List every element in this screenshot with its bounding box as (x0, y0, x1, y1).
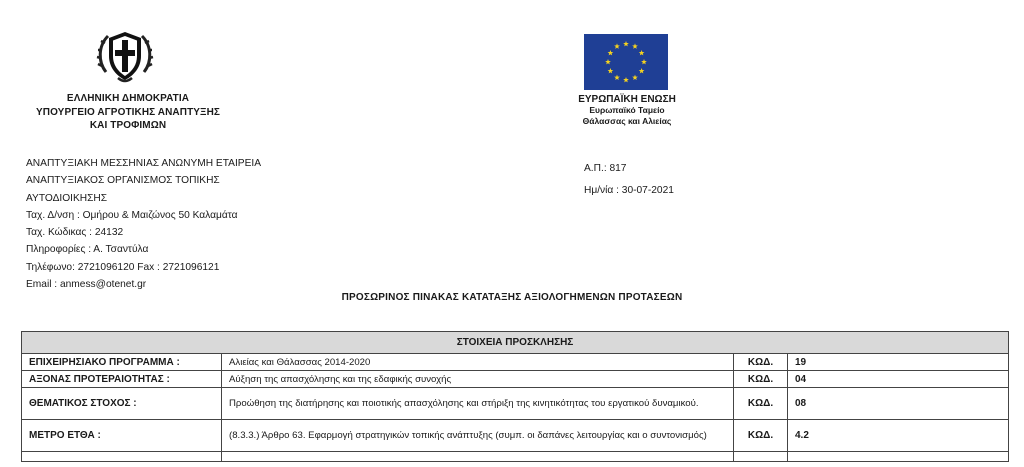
sender-email: Email : anmess@otenet.gr (26, 279, 147, 291)
greek-republic-emblem-icon (96, 26, 154, 86)
sender-line: ΑΝΑΠΤΥΞΙΑΚΗ ΜΕΣΣΗΝΙΑΣ ΑΝΩΝΥΜΗ ΕΤΑΙΡΕΙΑ (26, 158, 262, 169)
ministry-header-line: ΕΛΛΗΝΙΚΗ ΔΗΜΟΚΡΑΤΙΑ (66, 93, 190, 104)
code-label: ΚΩΔ. (734, 354, 788, 371)
table-row (22, 371, 1009, 388)
row-label: ΜΕΤΡΟ ΕΤΘΑ : (22, 420, 222, 452)
protocol-number: Α.Π.: 817 (584, 163, 627, 174)
row-value: Αύξηση της απασχόλησης και της εδαφικής συνοχής (222, 371, 734, 388)
table-row (22, 354, 1009, 371)
row-code: 08 (788, 388, 1009, 420)
protocol-date: Ημ/νία : 30-07-2021 (584, 185, 674, 196)
table-row (22, 420, 1009, 452)
row-value: Προώθηση της διατήρησης και ποιοτικής απασχόλησης και στήριξη της κινητικότητας του εργατικού δυναμικού. (222, 388, 734, 420)
row-value: (8.3.3.) Άρθρο 63. Εφαρμογή στρατηγικών τοπικής ανάπτυξης (συμπ. οι δαπάνες λειτουργίας και ο συντονισμός) (222, 420, 734, 452)
ministry-header (22, 92, 234, 133)
code-label: ΚΩΔ. (734, 420, 788, 452)
row-code: 04 (788, 371, 1009, 388)
sender-line: ΑΝΑΠΤΥΞΙΑΚΟΣ ΟΡΓΑΝΙΣΜΟΣ ΤΟΠΙΚΗΣ (26, 175, 220, 187)
table-row (22, 452, 1009, 462)
row-label: ΑΞΟΝΑΣ ΠΡΟΤΕΡΑΙΟΤΗΤΑΣ : (22, 371, 222, 388)
eu-header-line: ΕΥΡΩΠΑΪΚΗ ΕΝΩΣΗ (578, 94, 676, 105)
sender-line: ΑΥΤΟΔΙΟΙΚΗΣΗΣ (26, 192, 108, 204)
code-label: ΚΩΔ. (734, 388, 788, 420)
eu-header (554, 94, 700, 127)
table-cell (222, 452, 734, 462)
protocol-details (584, 158, 674, 202)
sender-address: Ταχ. Δ/νση : Ομήρου & Μαιζώνος 50 Καλαμάτα (26, 209, 238, 221)
sender-info: Πληροφορίες : Α. Τσαντύλα (26, 244, 149, 256)
table-header: ΣΤΟΙΧΕΙΑ ΠΡΟΣΚΛΗΣΗΣ (22, 332, 1009, 354)
table-header-row (22, 332, 1009, 354)
eu-header-line: Θάλασσας και Αλιείας (582, 116, 672, 126)
sender-phone: Τηλέφωνο: 2721096120 Fax : 2721096121 (26, 261, 220, 273)
ministry-header-line: ΚΑΙ ΤΡΟΦΙΜΩΝ (89, 120, 167, 131)
row-code: 19 (788, 354, 1009, 371)
row-label: ΕΠΙΧΕΙΡΗΣΙΑΚΟ ΠΡΟΓΡΑΜΜΑ : (22, 354, 222, 371)
table-cell (22, 452, 222, 462)
table-row (22, 388, 1009, 420)
document-title: ΠΡΟΣΩΡΙΝΟΣ ΠΙΝΑΚΑΣ ΚΑΤΑΤΑΞΗΣ ΑΞΙΟΛΟΓΗΜΕΝΩΝ ΠΡΟΤΑΣΕΩΝ (341, 292, 683, 303)
call-details-table (21, 331, 1009, 462)
table-cell (788, 452, 1009, 462)
sender-details (26, 155, 261, 293)
row-value: Αλιείας και Θάλασσας 2014-2020 (222, 354, 734, 371)
table-cell (734, 452, 788, 462)
code-label: ΚΩΔ. (734, 371, 788, 388)
eu-header-line: Ευρωπαϊκό Ταμείο (589, 105, 665, 115)
row-code: 4.2 (788, 420, 1009, 452)
ministry-header-line: ΥΠΟΥΡΓΕΙΟ ΑΓΡΟΤΙΚΗΣ ΑΝΑΠΤΥΞΗΣ (35, 106, 221, 118)
row-label: ΘΕΜΑΤΙΚΟΣ ΣΤΟΧΟΣ : (22, 388, 222, 420)
eu-flag-icon (584, 34, 668, 90)
sender-postcode: Ταχ. Κώδικας : 24132 (26, 227, 124, 239)
